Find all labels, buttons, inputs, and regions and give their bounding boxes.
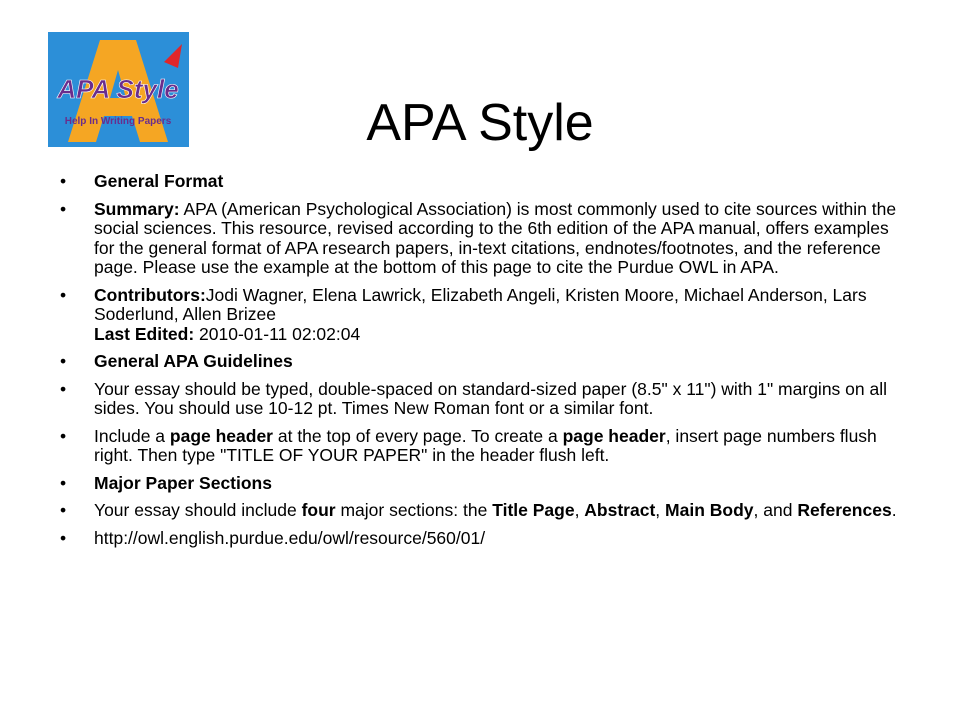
bullet-contributors [60, 286, 910, 345]
last-edited-value: 2010-01-11 02:02:04 [194, 323, 361, 344]
sections-text-3: , [574, 500, 585, 520]
page-header-bold-2: page header [562, 425, 666, 446]
summary-text: APA (American Psychological Association) is most commonly used to cite sources within the social sciences. This resource, revised according to the 6th edition of the APA manual, offers examples for the general format of APA research papers, in-text citations, endnotes/footnotes, and the reference page. Please use the example at the bottom of this page to cite the Purdue OWL in APA. [94, 198, 897, 277]
heading-general-guidelines: General APA Guidelines [94, 351, 293, 371]
last-edited-label: Last Edited: [94, 323, 195, 344]
bullet-general-format [60, 172, 910, 192]
bullet-marker: • [60, 171, 67, 191]
sections-bold-main-body: Main Body [665, 500, 754, 520]
bullet-marker: • [60, 425, 67, 446]
page-header-text-2: at the top of every page. To create a [273, 425, 563, 446]
heading-general-format: General Format [94, 171, 224, 191]
slide-title: APA Style [366, 93, 594, 152]
sections-text-5: , and [753, 500, 798, 520]
page-header-text-3: , insert page numbers flush right. Then type "TITLE OF YOUR PAPER" in the header flush left. [94, 425, 877, 465]
bullet-marker: • [60, 284, 67, 305]
bullet-summary [60, 200, 910, 278]
typing-guideline-text: Your essay should be typed, double-spaced on standard-sized paper (8.5" x 11") with 1" margins on all sides. You should use 10-12 pt. Times New Roman font or a similar font. [94, 378, 887, 418]
bullet-marker: • [60, 378, 67, 399]
bullet-source-url [60, 529, 910, 549]
bullet-sections-detail [60, 501, 910, 521]
sections-bold-title-page: Title Page [492, 500, 575, 520]
contributors-text: Jodi Wagner, Elena Lawrick, Elizabeth Angeli, Kristen Moore, Michael Anderson, Lars Soderlund, Allen Brizee [94, 284, 867, 324]
bullet-marker: • [60, 472, 67, 493]
sections-text-2: major sections: the [335, 500, 493, 520]
source-url: http://owl.english.purdue.edu/owl/resource/560/01/ [94, 527, 486, 548]
bullet-major-sections [60, 474, 910, 494]
sections-bold-abstract: Abstract [584, 500, 656, 520]
page-header-bold-1: page header [169, 425, 273, 446]
page-header-text-1: Include a [94, 425, 170, 446]
heading-major-sections: Major Paper Sections [94, 472, 272, 493]
bullet-marker: • [60, 351, 67, 371]
bullet-marker: • [60, 198, 67, 219]
summary-label: Summary: [94, 198, 180, 219]
contributors-label: Contributors: [94, 284, 206, 305]
sections-text-1: Your essay should include [94, 500, 302, 520]
logo-sub-text: Help In Writing Papers [64, 116, 172, 127]
sections-bold-references: References [797, 500, 892, 520]
bullet-page-header [60, 427, 910, 466]
bullet-general-guidelines [60, 352, 910, 372]
sections-text-4: , [655, 500, 666, 520]
sections-text-6: . [891, 500, 897, 520]
bullet-marker: • [60, 500, 67, 520]
bullet-marker: • [60, 527, 67, 548]
sections-bold-four: four [301, 500, 336, 520]
bullet-list [60, 172, 910, 556]
logo-main-text: APA Style [57, 74, 179, 104]
bullet-typing-guideline [60, 380, 910, 419]
